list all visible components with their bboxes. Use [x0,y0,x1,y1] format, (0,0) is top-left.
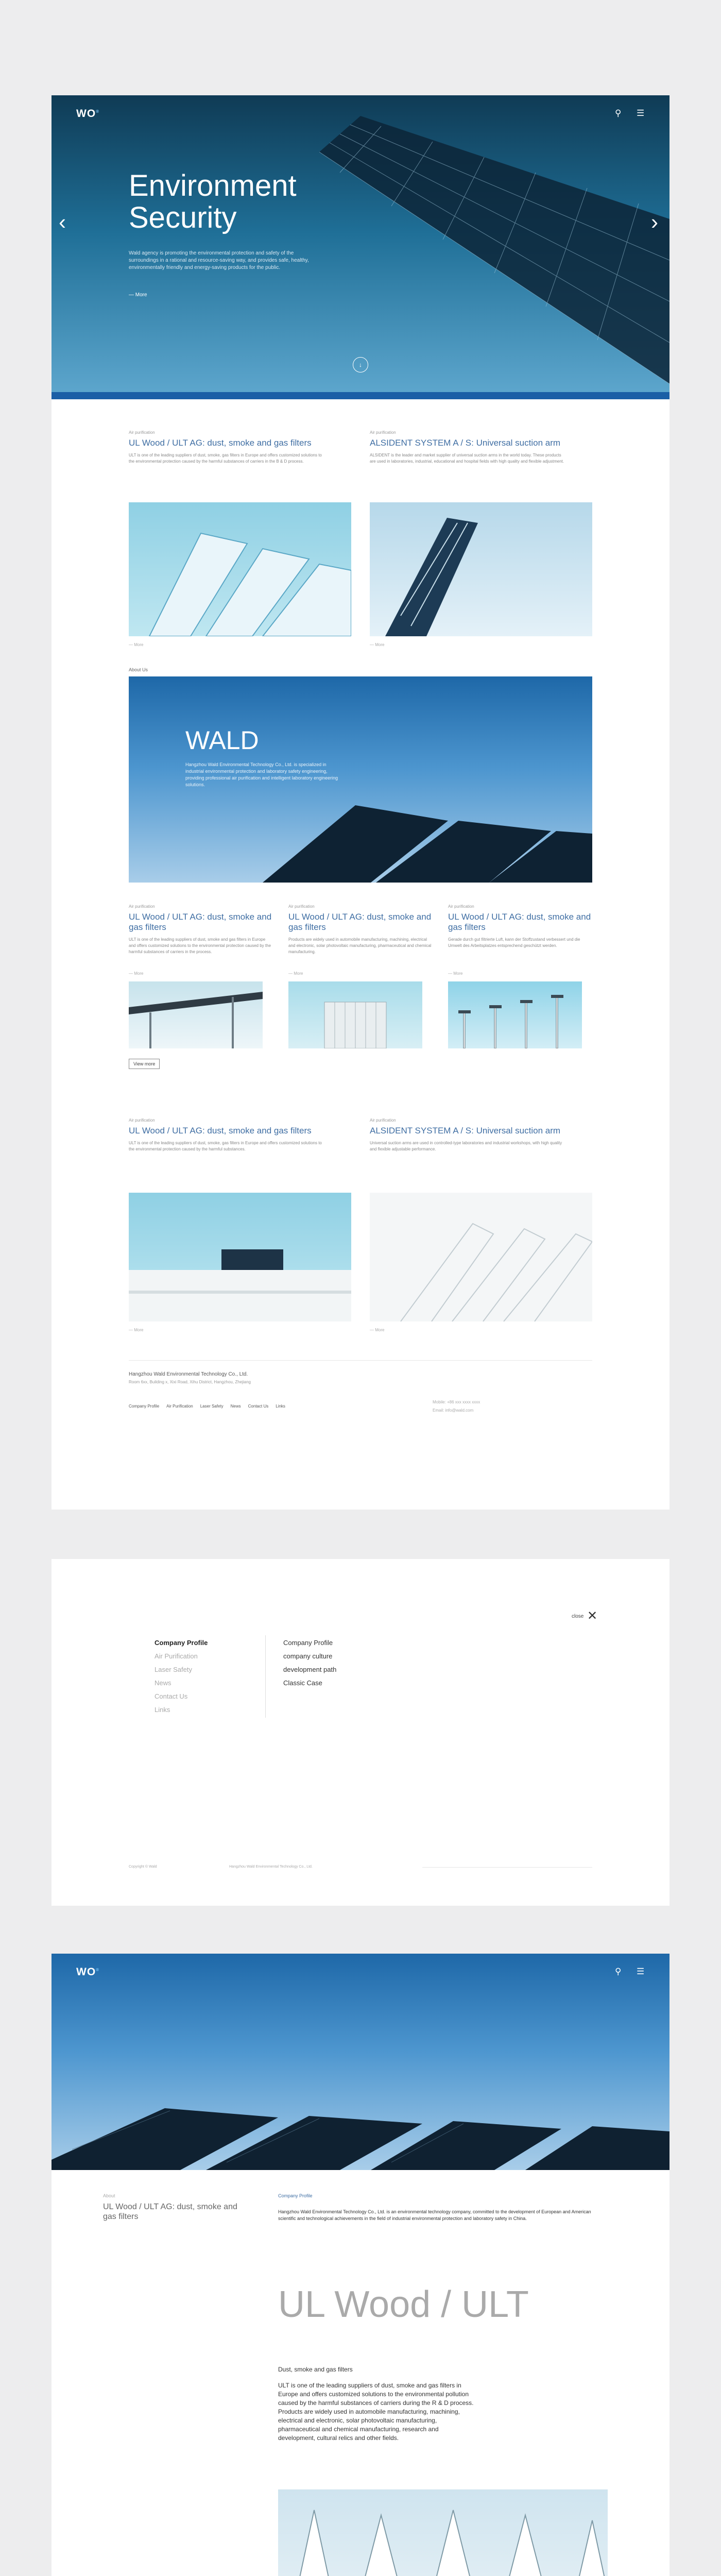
footer-link[interactable]: Links [276,1404,285,1409]
card-category: Air purification [370,1118,396,1123]
card-mid-3-image [448,981,582,1048]
card-category: Air purification [129,1118,155,1123]
footer-contact-email: Email: info@wald.com [433,1408,474,1413]
logo[interactable]: WO® [76,108,100,120]
card-top-2-more[interactable]: — More [370,642,385,647]
card-bottom-2-image [370,1193,592,1321]
card-top-1-image [129,502,351,636]
card-title[interactable]: ALSIDENT SYSTEM A / S: Universal suction arm [370,438,561,448]
search-icon[interactable]: ⚲ [615,108,622,118]
card-text: Universal suction arms are used in controlled-type laboratories and industrial workshops, with high quality and flexible adjustable performance. [370,1141,562,1151]
card-category: Air purification [288,904,315,909]
hero-next-arrow[interactable]: › [651,210,658,234]
card-bottom-2[interactable] [370,1118,596,1153]
card-bottom-1[interactable] [129,1118,355,1153]
menu-divider [265,1635,266,1718]
about-banner-text: Hangzhou Wald Environmental Technology Co., Ltd. is specialized in industrial environmental protection and laboratory safety engineering, providing professional air purification and intelligent laboratory engineering solutions. [185,762,338,787]
card-text: ULT is one of the leading suppliers of dust, smoke, gas filters in Europe and offers customized solutions to the environmental protection caused by the harmful substances. [129,1141,322,1151]
card-mid-1-more[interactable]: — More [129,971,144,976]
card-category: Air purification [370,430,396,435]
footer-link[interactable]: Laser Safety [200,1404,224,1409]
footer-links [129,1404,285,1409]
hero-title [129,170,297,234]
view-more-button[interactable]: View more [129,1059,160,1069]
detail-lead: ULT is one of the leading suppliers of dust, smoke and gas filters in Europe and offers customized solutions to the environmental pollution caused by the harmful substances of carriers during the R & D process. Products are widely used in automobile manufacturing, machining, electrical and electronic, solar photovoltaic manufacturing, pharmaceutical and chemical manufacturing, research and development, cultural relics and other fields. [278,2382,474,2442]
hero-title-line2: Security [129,201,237,234]
close-icon[interactable]: ✕ [587,1609,598,1623]
card-title[interactable]: ALSIDENT SYSTEM A / S: Universal suction arm [370,1126,561,1136]
card-text: ULT is one of the leading suppliers of dust, smoke and gas filters in Europe and offers customized solutions to the environmental protection caused by the harmful substances of carriers in the process. [129,937,271,954]
hero-more-link[interactable]: — More [129,292,147,298]
footer-company: Hangzhou Wald Environmental Technology Co., Ltd. [129,1371,248,1377]
menu-primary-list [154,1636,208,1717]
detail-subtitle: Dust, smoke and gas filters [278,2366,353,2373]
menu-item-links[interactable]: Links [154,1706,170,1714]
about-label: About Us [129,667,148,672]
menu-icon[interactable]: ☰ [637,108,645,118]
sidebar-category: About [103,2193,115,2198]
card-text: Products are widely used in automobile manufacturing, machining, electrical and electronic, solar photovoltaic manufacturing, pharmaceutical and chemical manufacturing. [288,937,432,954]
detail-hero-solar-image [52,1954,670,2170]
sidebar-title[interactable]: UL Wood / ULT AG: dust, smoke and gas filters [103,2202,237,2221]
about-banner [129,676,592,883]
scroll-down-icon[interactable]: ↓ [353,357,368,372]
submenu-item[interactable]: company culture [283,1652,333,1660]
card-bottom-1-image [129,1193,351,1321]
card-bottom-2-more[interactable]: — More [370,1328,385,1332]
card-text: ALSIDENT is the leader and market supplier of universal suction arms in the world today. These products are used in laboratories, industrial, educational and hospital fields with high quality and flexible adjustment. [370,453,564,464]
card-mid-2-more[interactable]: — More [288,971,303,976]
card-mid-2[interactable] [288,904,433,955]
footer-address: Room 6xx, Building x, Xixi Road, Xihu District, Hangzhou, Zhejiang [129,1380,251,1384]
submenu-item[interactable]: development path [283,1666,337,1673]
submenu-item[interactable]: Company Profile [283,1639,333,1647]
menu-close-label[interactable]: close [572,1614,584,1619]
card-bottom-1-more[interactable]: — More [129,1328,144,1332]
card-top-2[interactable] [370,430,596,465]
card-text: ULT is one of the leading suppliers of dust, smoke, gas filters in Europe and offers customized solutions to the environmental protection caused by the harmful substances of carriers in the B & D process. [129,453,322,464]
menu-secondary-list [283,1636,336,1690]
card-title[interactable]: UL Wood / ULT AG: dust, smoke and gas filters [448,912,591,932]
footer-link[interactable]: Company Profile [129,1404,160,1409]
card-mid-2-image [288,981,422,1048]
card-mid-1-image [129,981,263,1048]
menu-item-company-profile[interactable]: Company Profile [154,1639,208,1647]
detail-intro: Hangzhou Wald Environmental Technology Co., Ltd. is an environmental technology company, committed to the development of European and American scientific and technological achievements in the field of industrial environmental protection and laboratory safety in China. [278,2209,591,2221]
card-title[interactable]: UL Wood / ULT AG: dust, smoke and gas filters [129,438,312,448]
footer-link[interactable]: News [230,1404,241,1409]
menu-item-laser-safety[interactable]: Laser Safety [154,1666,192,1673]
logo[interactable]: WO® [76,1966,100,1978]
menu-item-air-purification[interactable]: Air Purification [154,1652,198,1660]
homepage-board [52,95,670,1510]
detail-title: UL Wood / ULT [278,2284,529,2325]
detail-architecture-image [278,2489,608,2576]
detail-page-board [52,1954,670,2576]
about-banner-title: WALD [185,726,259,755]
card-text: Gerade durch gut filtrierte Luft, kann der Stoffzustand verbessert und die Umwelt des Arbeitsplatzes entsprechend geschützt werden. [448,937,580,948]
footer-divider [129,1360,592,1361]
card-mid-3[interactable] [448,904,592,949]
card-title[interactable]: UL Wood / ULT AG: dust, smoke and gas filters [288,912,432,932]
card-top-1[interactable] [129,430,355,465]
card-mid-1[interactable] [129,904,273,955]
menu-item-news[interactable]: News [154,1679,171,1687]
footer-link[interactable]: Air Purification [166,1404,193,1409]
breadcrumb[interactable]: Company Profile [278,2193,313,2198]
menu-footer-company: Hangzhou Wald Environmental Technology Co., Ltd. [229,1865,313,1869]
card-top-1-more[interactable]: — More [129,642,144,647]
hero-banner [52,95,670,399]
hero-title-line1: Environment [129,169,297,202]
menu-item-contact-us[interactable]: Contact Us [154,1692,188,1700]
hero-solar-structure-image [52,95,670,399]
footer-link[interactable]: Contact Us [248,1404,269,1409]
detail-hero [52,1954,670,2170]
hero-description: Wald agency is promoting the environmental protection and safety of the surroundings in a rational and resource-saving way, and provides safe, healthy, environmentally friendly and energy-saving products for the public. [129,250,309,270]
card-title[interactable]: UL Wood / ULT AG: dust, smoke and gas filters [129,912,272,932]
submenu-item[interactable]: Classic Case [283,1679,322,1687]
menu-icon[interactable]: ☰ [637,1967,645,1976]
card-category: Air purification [129,904,155,909]
search-icon[interactable]: ⚲ [615,1967,622,1976]
card-mid-3-more[interactable]: — More [448,971,463,976]
menu-footer-line [422,1867,592,1868]
footer-contact-phone: Mobile: +86 xxx xxxx xxxx [433,1400,480,1404]
card-title[interactable]: UL Wood / ULT AG: dust, smoke and gas filters [129,1126,312,1136]
menu-overlay-board [52,1559,670,1906]
hero-prev-arrow[interactable]: ‹ [59,210,66,234]
menu-footer-copyright: Copyright © Wald [129,1865,157,1869]
card-category: Air purification [129,430,155,435]
card-category: Air purification [448,904,474,909]
card-top-2-image [370,502,592,636]
